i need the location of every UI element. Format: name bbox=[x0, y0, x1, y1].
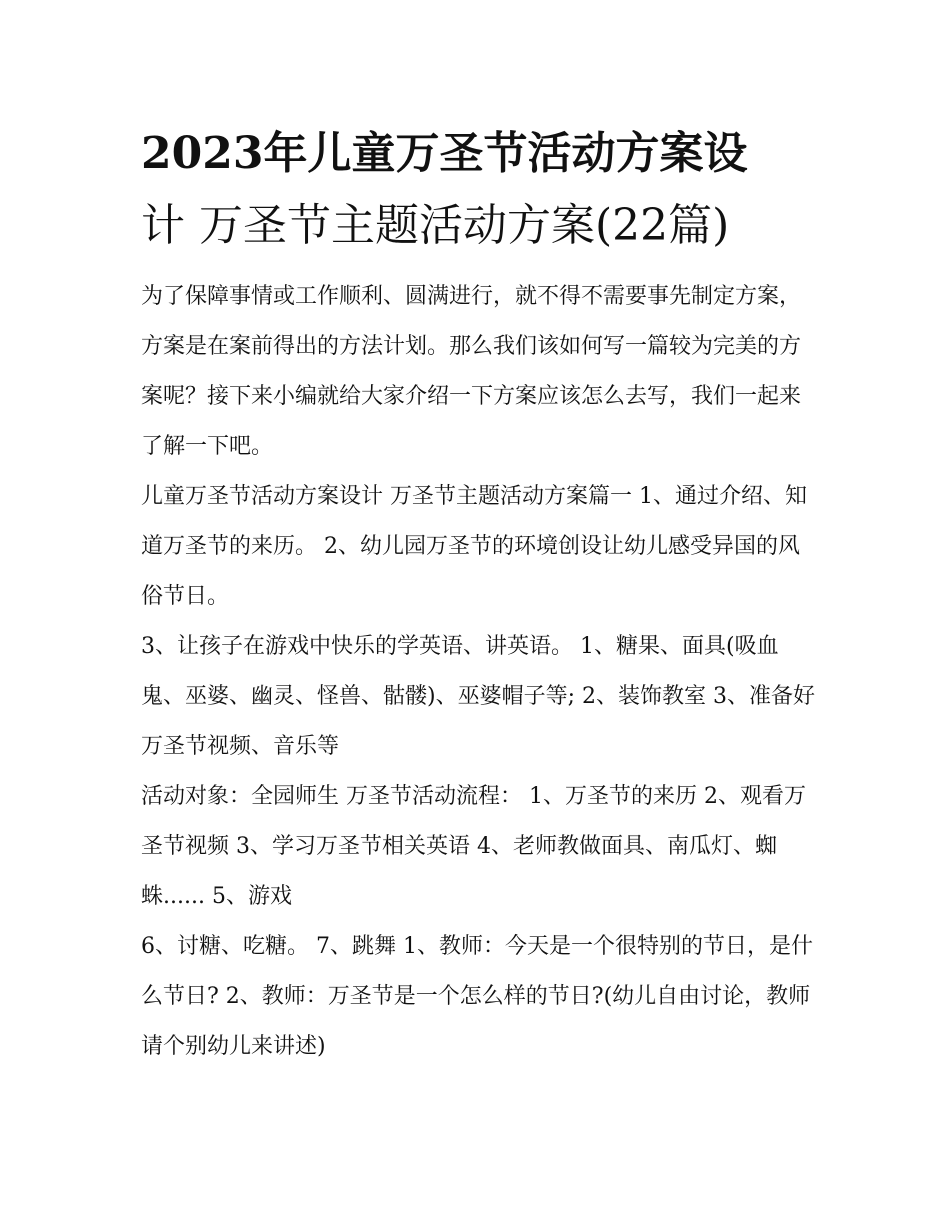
paragraph-3: 活动对象：全园师生 万圣节活动流程： 1、万圣节的来历 2、观看万圣节视频 3、学习万圣节相关英语 4、老师教做面具、南瓜灯、蜘蛛...... 5、游戏 bbox=[141, 784, 806, 909]
title-line-1: 2023年儿童万圣节活动方案设 bbox=[141, 128, 748, 179]
paragraph-4: 6、讨糖、吃糖。 7、跳舞 1、教师：今天是一个很特别的节日，是什么节日? 2、教师：万圣节是一个怎么样的节日?(幼儿自由讨论，教师请个别幼儿来讲述) bbox=[141, 934, 813, 1059]
document-title bbox=[141, 118, 816, 262]
title-line-2: 计 万圣节主题活动方案(22篇) bbox=[141, 200, 730, 251]
document-page bbox=[141, 118, 816, 1072]
paragraph-1: 儿童万圣节活动方案设计 万圣节主题活动方案篇一 1、通过介绍、知道万圣节的来历。 2、幼儿园万圣节的环境创设让幼儿感受异国的风俗节日。 bbox=[141, 484, 807, 609]
paragraph-2: 3、让孩子在游戏中快乐的学英语、讲英语。 1、糖果、面具(吸血鬼、巫婆、幽灵、怪兽、骷髅)、巫婆帽子等; 2、装饰教室 3、准备好万圣节视频、音乐等 bbox=[141, 634, 815, 759]
paragraph-intro: 为了保障事情或工作顺利、圆满进行，就不得不需要事先制定方案，方案是在案前得出的方法计划。那么我们该如何写一篇较为完美的方案呢？接下来小编就给大家介绍一下方案应该怎么去写，我们一起来了解一下吧。 bbox=[141, 284, 802, 459]
